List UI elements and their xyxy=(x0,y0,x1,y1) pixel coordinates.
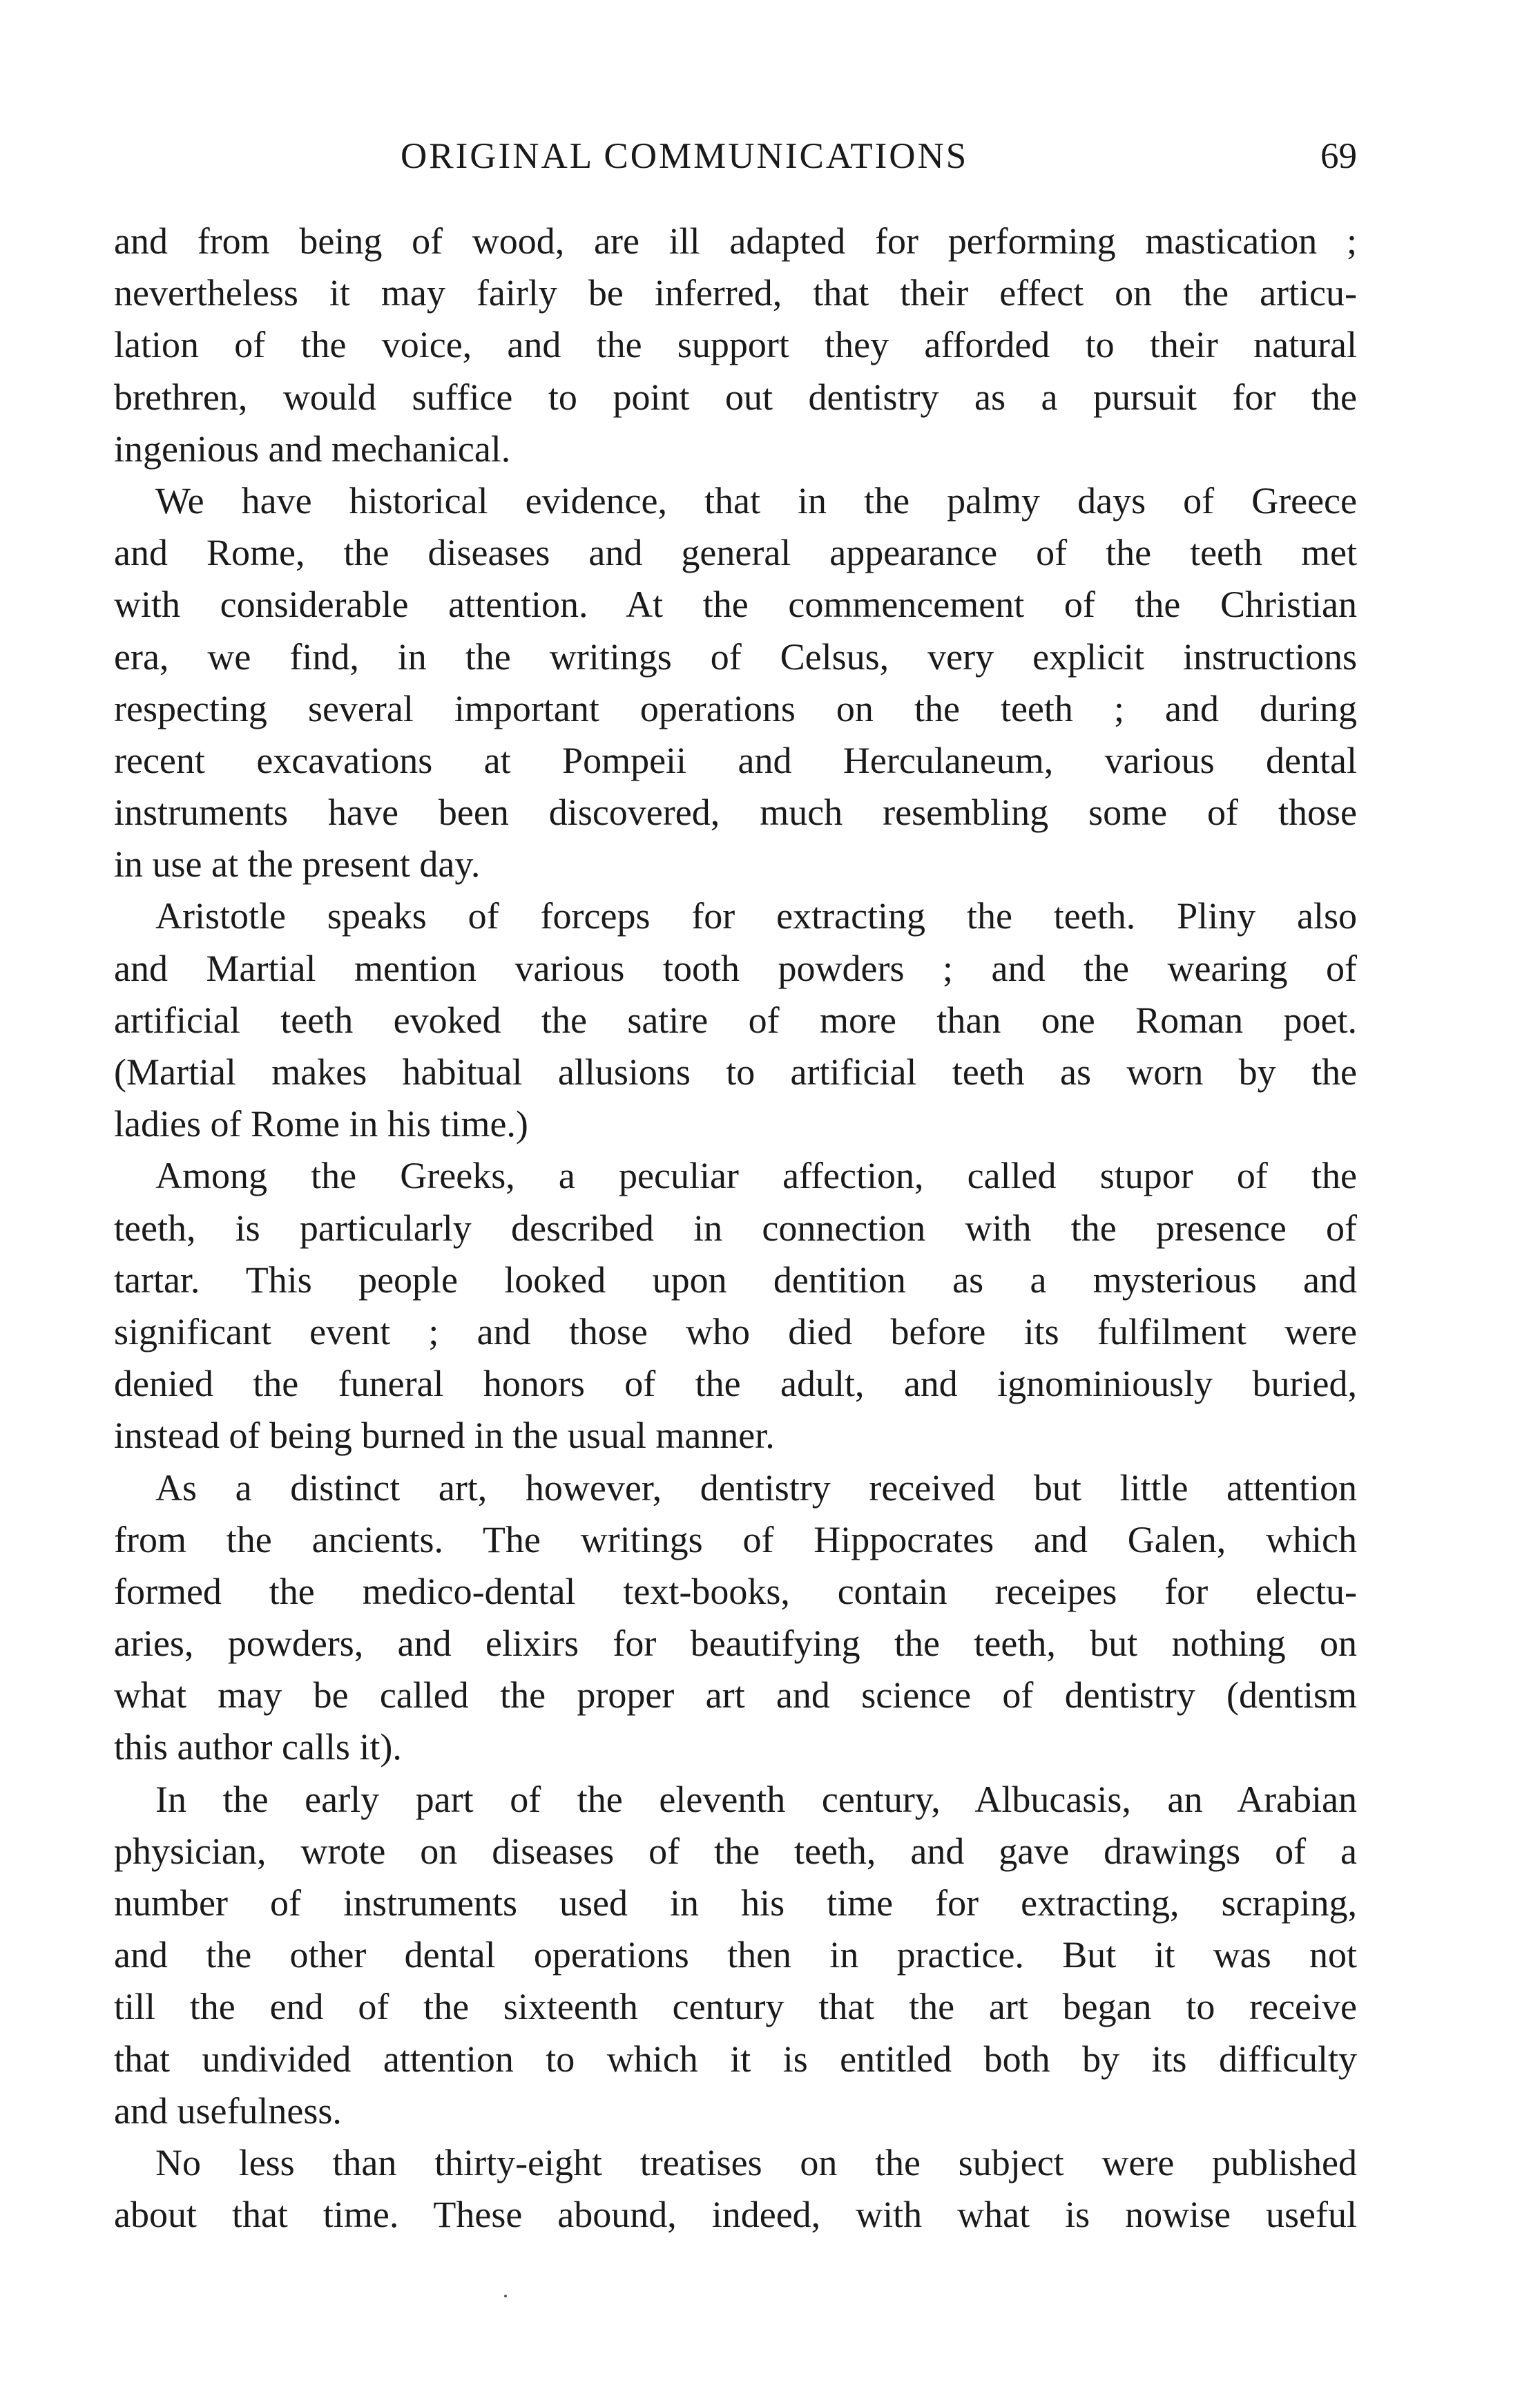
text-line: No less than thirty-eight treatises on the subject were published xyxy=(155,2141,1357,2183)
text-line: denied the funeral honors of the adult, and ignominiously buried, xyxy=(114,1363,1357,1405)
text-line: till the end of the sixteenth century that the art began to receive xyxy=(114,1986,1357,2028)
text-line: In the early part of the eleventh century, Albucasis, an Arabian xyxy=(155,1778,1357,1820)
paragraph xyxy=(114,890,1357,1150)
text-line: We have historical evidence, that in the palmy days of Greece xyxy=(155,479,1357,522)
paragraph xyxy=(114,475,1357,891)
paragraph xyxy=(114,1462,1357,1774)
text-line: this author calls it). xyxy=(114,1726,402,1768)
text-line: respecting several important operations on the teeth ; and during xyxy=(114,687,1357,729)
text-line: recent excavations at Pompeii and Herculaneum, various dental xyxy=(114,739,1357,781)
text-line: in use at the present day. xyxy=(114,843,481,886)
text-line: and from being of wood, are ill adapted for performing mastication ; xyxy=(114,220,1357,262)
text-line: tartar. This people looked upon dentition as a mysterious and xyxy=(114,1259,1357,1301)
paragraph xyxy=(114,1774,1357,2137)
text-line: physician, wrote on diseases of the teeth, and gave drawings of a xyxy=(114,1830,1357,1872)
text-line: with considerable attention. At the commencement of the Christian xyxy=(114,584,1357,626)
text-line: Among the Greeks, a peculiar affection, called stupor of the xyxy=(155,1155,1357,1197)
text-line: from the ancients. The writings of Hippocrates and Galen, which xyxy=(114,1518,1357,1560)
running-head xyxy=(114,135,1357,184)
paragraph xyxy=(114,2137,1357,2241)
text-line: that undivided attention to which it is entitled both by its difficulty xyxy=(114,2038,1357,2080)
text-line: era, we find, in the writings of Celsus, very explicit instructions xyxy=(114,635,1357,678)
text-line: ingenious and mechanical. xyxy=(114,428,511,470)
text-line: nevertheless it may fairly be inferred, that their effect on the articu- xyxy=(114,272,1357,314)
text-line: and usefulness. xyxy=(114,2090,342,2132)
text-line: instead of being burned in the usual manner. xyxy=(114,1415,775,1457)
page-number: 69 xyxy=(1320,136,1357,176)
text-line: ladies of Rome in his time.) xyxy=(114,1103,528,1145)
text-line: lation of the voice, and the support they afforded to their natural xyxy=(114,324,1357,366)
text-line: teeth, is particularly described in connection with the presence of xyxy=(114,1207,1357,1249)
text-line: formed the medico-dental text-books, contain receipes for electu- xyxy=(114,1570,1357,1612)
text-line: and Rome, the diseases and general appearance of the teeth met xyxy=(114,532,1357,574)
paragraph xyxy=(114,216,1357,475)
text-line: and Martial mention various tooth powders ; and the wearing of xyxy=(114,947,1357,989)
text-line: number of instruments used in his time for extracting, scraping, xyxy=(114,1882,1357,1924)
print-speck xyxy=(504,2295,507,2297)
text-line: about that time. These abound, indeed, with what is nowise useful xyxy=(114,2194,1357,2236)
text-line: what may be called the proper art and science of dentistry (dentism xyxy=(114,1674,1357,1717)
body-text xyxy=(114,216,1357,2241)
text-line: As a distinct art, however, dentistry received but little attention xyxy=(155,1466,1357,1509)
running-title: ORIGINAL COMMUNICATIONS xyxy=(401,136,969,176)
text-line: (Martial makes habitual allusions to artificial teeth as worn by the xyxy=(114,1051,1357,1093)
text-line: artificial teeth evoked the satire of more than one Roman poet. xyxy=(114,999,1357,1041)
text-line: brethren, would suffice to point out dentistry as a pursuit for the xyxy=(114,376,1357,418)
text-line: instruments have been discovered, much resembling some of those xyxy=(114,792,1357,834)
text-line: significant event ; and those who died before its fulfilment were xyxy=(114,1310,1357,1352)
paragraph xyxy=(114,1150,1357,1462)
text-line: and the other dental operations then in practice. But it was not xyxy=(114,1934,1357,1976)
text-line: Aristotle speaks of forceps for extracting the teeth. Pliny also xyxy=(155,895,1357,937)
text-line: aries, powders, and elixirs for beautifying the teeth, but nothing on xyxy=(114,1623,1357,1665)
